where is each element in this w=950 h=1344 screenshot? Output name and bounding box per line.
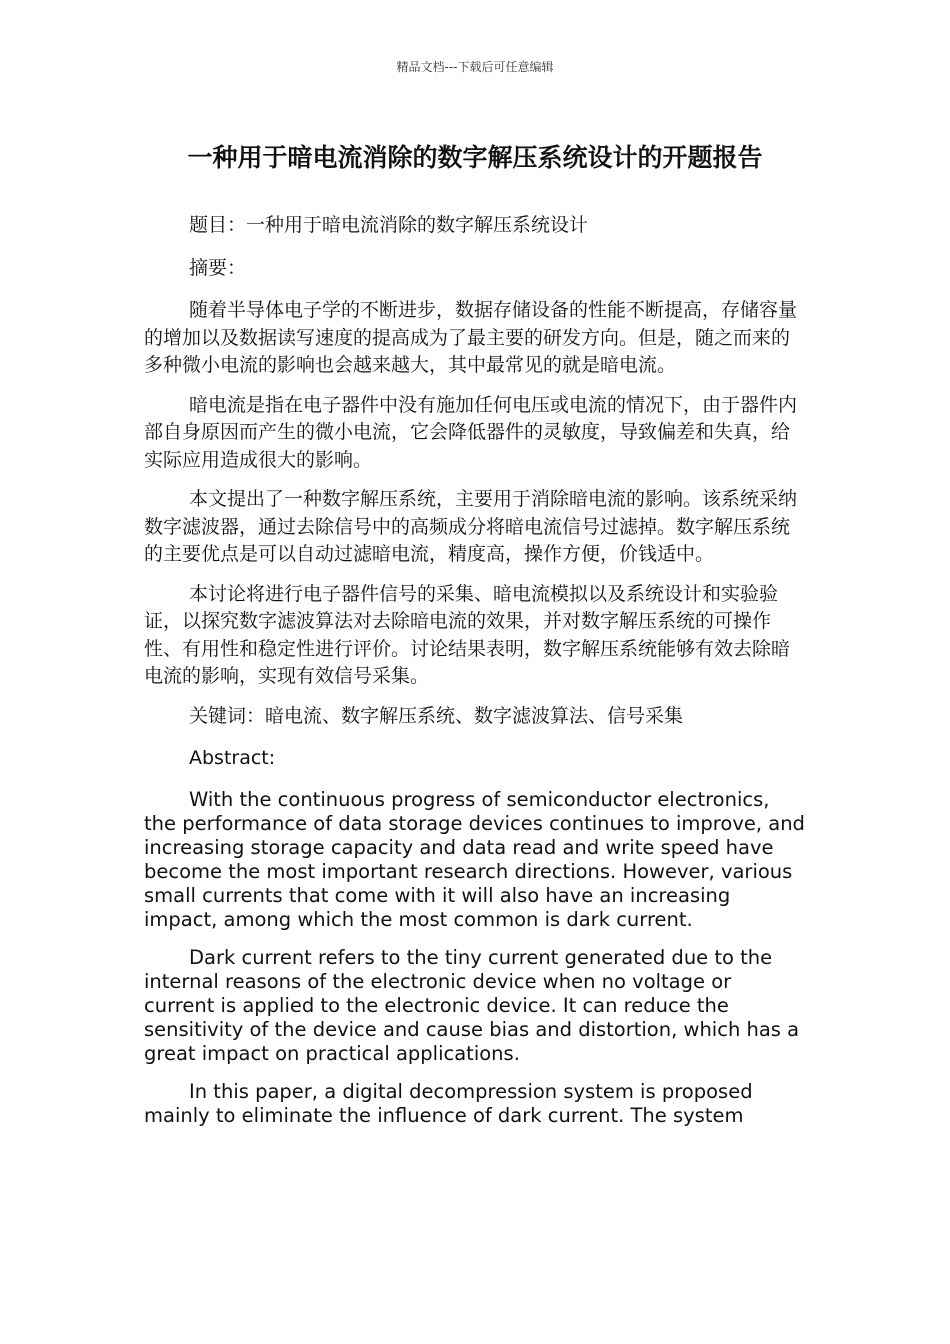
header-note: 精品文档---下载后可任意编辑 <box>396 60 554 74</box>
en-paragraph: With the continuous progress of semiconductor electronics, the performance of data storage devices continues to improve, and increasing storage capacity and data read and write speed have become the most important research directions. However, various small currents that come with it will also have an increasing impact, among which the most common is dark current. <box>144 787 805 931</box>
abstract-heading-cn: 摘要： <box>189 256 247 279</box>
en-paragraph: In this paper, a digital decompression system is proposed mainly to eliminate the influence of dark current. The system <box>144 1079 753 1127</box>
topic-line: 题目：一种用于暗电流消除的数字解压系统设计 <box>189 214 589 236</box>
document-title: 一种用于暗电流消除的数字解压系统设计的开题报告 <box>187 143 763 172</box>
abstract-heading-en: Abstract: <box>189 747 276 769</box>
cn-paragraph: 随着半导体电子学的不断进步，数据存储设备的性能不断提高，存储容量的增加以及数据读写速度的提高成为了最主要的研发方向。但是，随之而来的多种微小电流的影响也会越来越大，其中最常见的就是暗电流。 <box>144 299 798 376</box>
cn-paragraph: 本文提出了一种数字解压系统，主要用于消除暗电流的影响。该系统采纳数字滤波器，通过去除信号中的高频成分将暗电流信号过滤掉。数字解压系统的主要优点是可以自动过滤暗电流，精度高，操作方便，价钱适中。 <box>144 488 798 565</box>
document-body <box>144 212 806 1142</box>
cn-paragraph: 本讨论将进行电子器件信号的采集、暗电流模拟以及系统设计和实验验证，以探究数字滤波算法对去除暗电流的效果，并对数字解压系统的可操作性、有用性和稳定性进行评价。讨论结果表明，数字解压系统能够有效去除暗电流的影响，实现有效信号采集。 <box>144 582 791 687</box>
cn-paragraph: 暗电流是指在电子器件中没有施加任何电压或电流的情况下，由于器件内部自身原因而产生的微小电流，它会降低器件的灵敏度，导致偏差和失真，给实际应用造成很大的影响。 <box>144 393 798 471</box>
keywords-line: 关键词：暗电流、数字解压系统、数字滤波算法、信号采集 <box>189 704 684 727</box>
en-paragraph: Dark current refers to the tiny current generated due to the internal reasons of the electronic device when no voltage or current is applied to the electronic device. It can reduce the sensitivity of the device and cause bias and distortion, which has a great impact on practical applications. <box>144 945 800 1065</box>
